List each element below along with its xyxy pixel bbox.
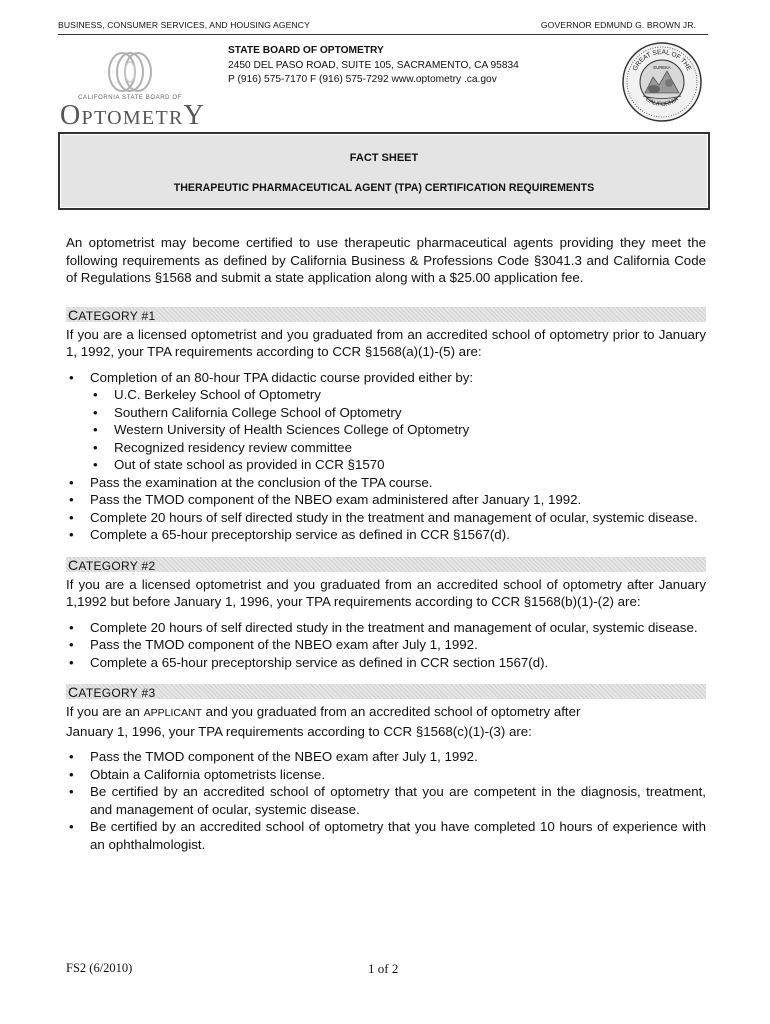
category-1-header: CATEGORY #1: [66, 307, 706, 322]
intro-paragraph: An optometrist may become certified to use therapeutic pharmaceutical agents providing they meet the following requirements as defined by California Business & Professions Code §3041.3 and California Code of Regulations §1568 and submit a state application along with a $25.00 application fee.: [66, 235, 706, 285]
category-2-header: CATEGORY #2: [66, 557, 706, 572]
category-2-list: [66, 619, 706, 672]
logo-title: OPTOMETRY: [60, 100, 206, 131]
agency-name: BUSINESS, CONSUMER SERVICES, AND HOUSING AGENCY: [58, 20, 310, 30]
form-id: FS2 (6/2010): [66, 961, 133, 975]
phone-fax-website: P (916) 575-7170 F (916) 575-7292 www.optometry .ca.gov: [228, 74, 497, 85]
board-name: STATE BOARD OF OPTOMETRY: [228, 45, 384, 56]
governor-name: GOVERNOR EDMUND G. BROWN JR.: [540, 20, 696, 30]
list-item: • Western University of Health Sciences College of Optometry: [90, 421, 706, 439]
list-item: • Pass the TMOD component of the NBEO exam after July 1, 1992.: [66, 636, 706, 654]
list-item: • Complete a 65-hour preceptorship service as defined in CCR §1567(d).: [66, 526, 706, 544]
main-content: [66, 234, 706, 866]
list-item: • Obtain a California optometrists license.: [66, 766, 706, 784]
course-provider-list: [90, 386, 706, 474]
category-3-header: CATEGORY #3: [66, 684, 706, 699]
category-1-list: [66, 369, 706, 544]
list-item: • Southern California College School of Optometry: [90, 404, 706, 422]
list-item: • U.C. Berkeley School of Optometry: [90, 386, 706, 404]
list-item: • Complete a 65-hour preceptorship service as defined in CCR section 1567(d).: [66, 654, 706, 672]
page-number: 1 of 2: [368, 961, 399, 976]
list-item: • Complete 20 hours of self directed study in the treatment and management of ocular, systemic disease.: [66, 509, 706, 527]
list-item: • Out of state school as provided in CCR §1570: [90, 456, 706, 474]
board-address: [228, 44, 519, 88]
seal-motto: EUREKA: [653, 65, 671, 70]
california-seal-icon: [621, 41, 703, 123]
fact-sheet-title: FACT SHEET: [349, 152, 419, 164]
optometry-logo: [60, 48, 210, 131]
list-item: • Pass the TMOD component of the NBEO exam after July 1, 1992.: [66, 748, 706, 766]
list-item: • Completion of an 80-hour TPA didactic course provided either by: • U.C. Berkeley School of Optometry • Southern California College School of Optometry • Western University of Health Sciences College of Optometry • Recognized residency review committee • Out of state school as provided in CCR §1570: [66, 369, 706, 474]
logo-rings-icon: [100, 48, 160, 96]
list-item: • Pass the examination at the conclusion of the TPA course.: [66, 474, 706, 492]
fact-sheet-subtitle: THERAPEUTIC PHARMACEUTICAL AGENT (TPA) CERTIFICATION REQUIREMENTS: [173, 182, 595, 194]
list-item: • Be certified by an accredited school of optometry that you have completed 10 hours of experience with an ophthalmologist.: [66, 818, 706, 853]
seal-top-text: GREAT SEAL OF THE: [631, 48, 693, 73]
list-item: • Be certified by an accredited school of optometry that you are competent in the diagnosis, treatment, and management of ocular, systemic disease.: [66, 783, 706, 818]
list-item: • Complete 20 hours of self directed study in the treatment and management of ocular, systemic disease.: [66, 619, 706, 637]
fact-sheet-box: [58, 132, 710, 210]
street-address: 2450 DEL PASO ROAD, SUITE 105, SACRAMENTO, CA 95834: [228, 59, 519, 71]
agency-header-bar: [58, 16, 708, 35]
list-item: • Recognized residency review committee: [90, 439, 706, 457]
category-2-text: If you are a licensed optometrist and you graduated from an accredited school of optometry after January 1,1992 but before January 1, 1996, your TPA requirements according to CCR §1568(b)(1)-(2) are:: [66, 576, 706, 609]
seal-bottom-text: CALIFORNIA: [644, 96, 680, 109]
category-1-text: If you are a licensed optometrist and you graduated from an accredited school of optometry prior to January 1, 1992, your TPA requirements according to CCR §1568(a)(1)-(5) are:: [66, 326, 706, 359]
category-3-list: [66, 748, 706, 853]
list-item: • Pass the TMOD component of the NBEO exam administered after January 1, 1992.: [66, 491, 706, 509]
category-3-text: If you are an APPLICANT and you graduated from an accredited school of optometry after January 1, 1996, your TPA requirements according to CCR §1568(c)(1)-(3) are:: [66, 704, 581, 739]
logo-subtitle: CALIFORNIA STATE BOARD OF: [78, 95, 182, 101]
